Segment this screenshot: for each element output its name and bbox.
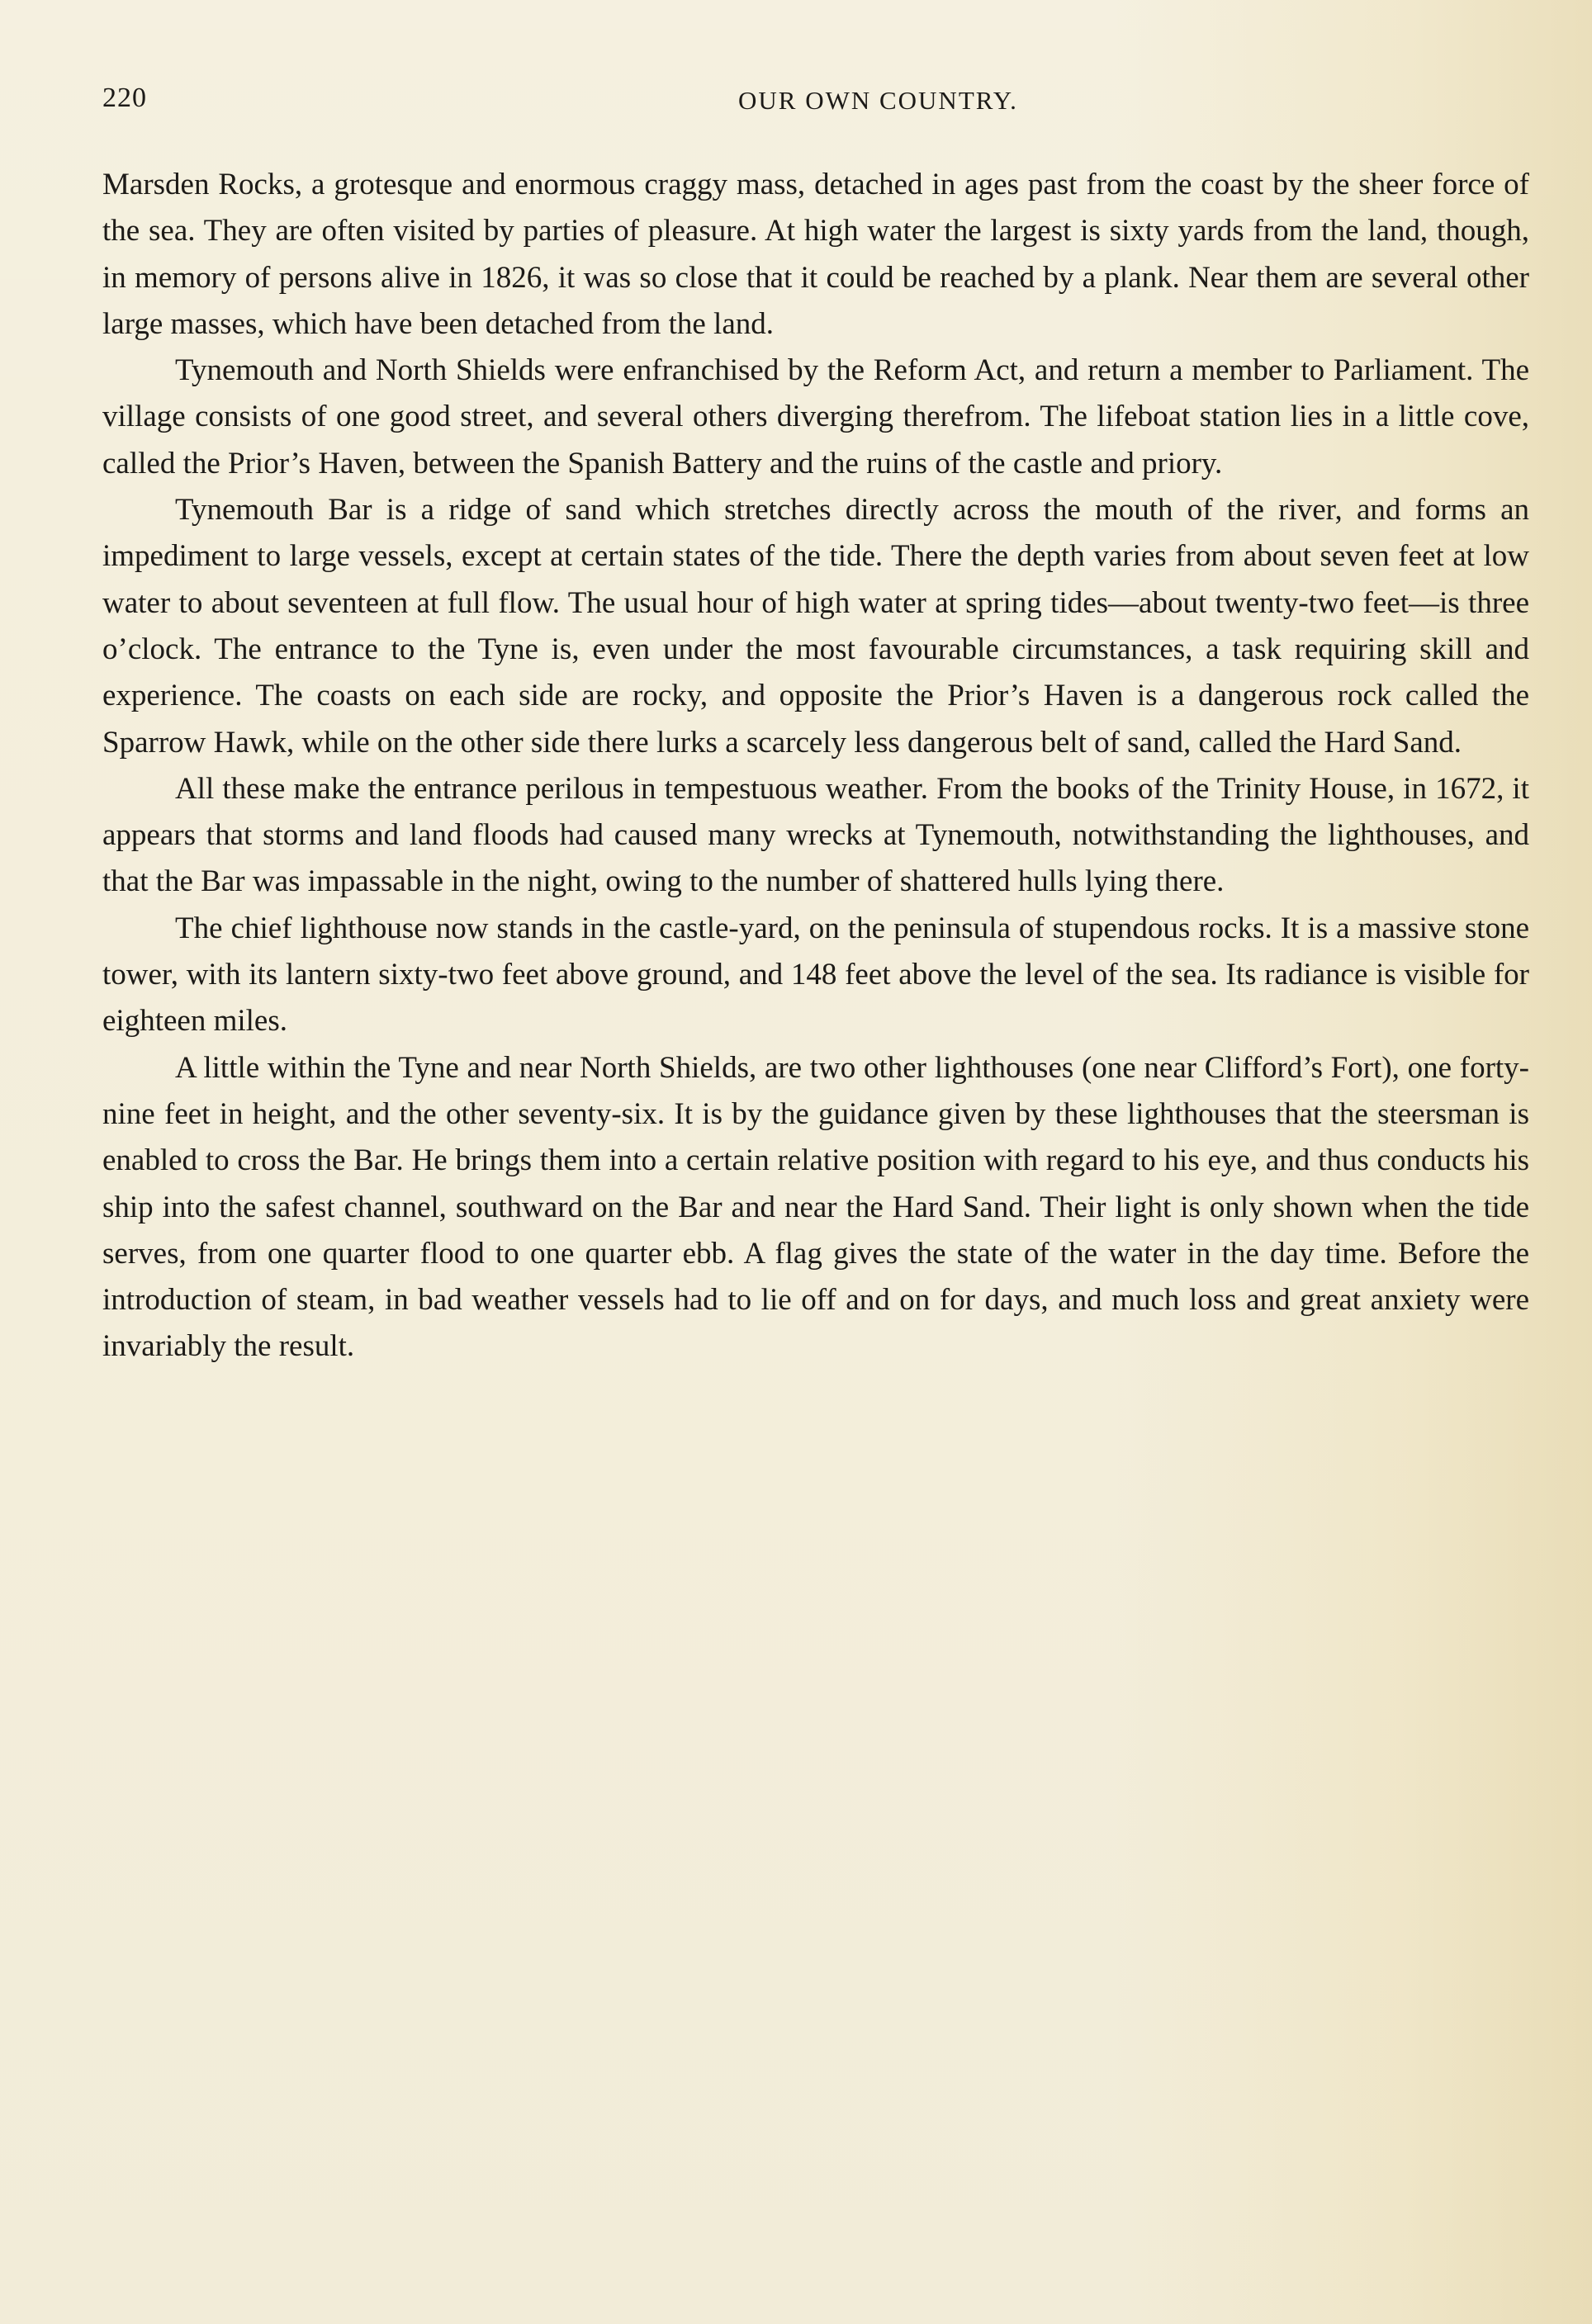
paragraph-chief-lighthouse: The chief lighthouse now stands in the castle-yard, on the peninsula of stupendous rocks. It is a massive stone tower, with its lantern sixty-two feet above ground, and 148 feet above the level of the sea. Its radiance is visible for eighteen miles.	[102, 911, 1529, 1039]
running-head: OUR OWN COUNTRY.	[738, 86, 1018, 115]
paragraph-marsden-rocks: Marsden Rocks, a grotesque and enormous craggy mass, detached in ages past from the coast by the sheer force of the sea. They are often visited by parties of pleasure. At high water the largest is sixty yards from the land, though, in memory of persons alive in 1826, it was so close that it could be reached by a plank. Near them are several other large masses, which have been detached from the land.	[102, 168, 1529, 341]
paragraph-tynemouth-north-shields: Tynemouth and North Shields were enfranchised by the Reform Act, and return a member to Parliament. The village consists of one good street, and several others diverging therefrom. The lifeboat station lies in a little cove, called the Prior’s Haven, between the Spanish Battery and the ruins of the castle and priory.	[102, 353, 1529, 480]
paragraph-tynemouth-bar: Tynemouth Bar is a ridge of sand which stretches directly across the mouth of the river, and forms an impediment to large vessels, except at certain states of the tide. There the depth varies from about seven feet at low water to about seventeen at full flow. The usual hour of high water at spring tides—about twenty-two feet—is three o’clock. The entrance to the Tyne is, even under the most favourable circumstances, a task requiring skill and experience. The coasts on each side are rocky, and opposite the Prior’s Haven is a dangerous rock called the Sparrow Hawk, while on the other side there lurks a scarcely less dangerous belt of sand, called the Hard Sand.	[102, 493, 1529, 760]
page-number: 220	[102, 83, 147, 113]
paragraph-other-lighthouses: A little within the Tyne and near North Shields, are two other lighthouses (one near Clifford’s Fort), one forty-nine feet in height, and the other seventy-six. It is by the guidance given by these lighthouses that the steersman is enabled to cross the Bar. He brings them into a certain relative position with regard to his eye, and thus conducts his ship into the safest channel, southward on the Bar and near the Hard Sand. Their light is only shown when the tide serves, from one quarter flood to one quarter ebb. A flag gives the state of the water in the day time. Before the introduction of steam, in bad weather vessels had to lie off and on for days, and much loss and great anxiety were invariably the result.	[102, 1050, 1529, 1364]
paragraph-entrance-perilous: All these make the entrance perilous in tempestuous weather. From the books of the Trinity House, in 1672, it appears that storms and land floods had caused many wrecks at Tynemouth, notwithstanding the lighthouses, and that the Bar was impassable in the night, owing to the number of shattered hulls lying there.	[102, 771, 1529, 899]
body-text	[102, 162, 1529, 1370]
page-header	[102, 83, 1529, 129]
